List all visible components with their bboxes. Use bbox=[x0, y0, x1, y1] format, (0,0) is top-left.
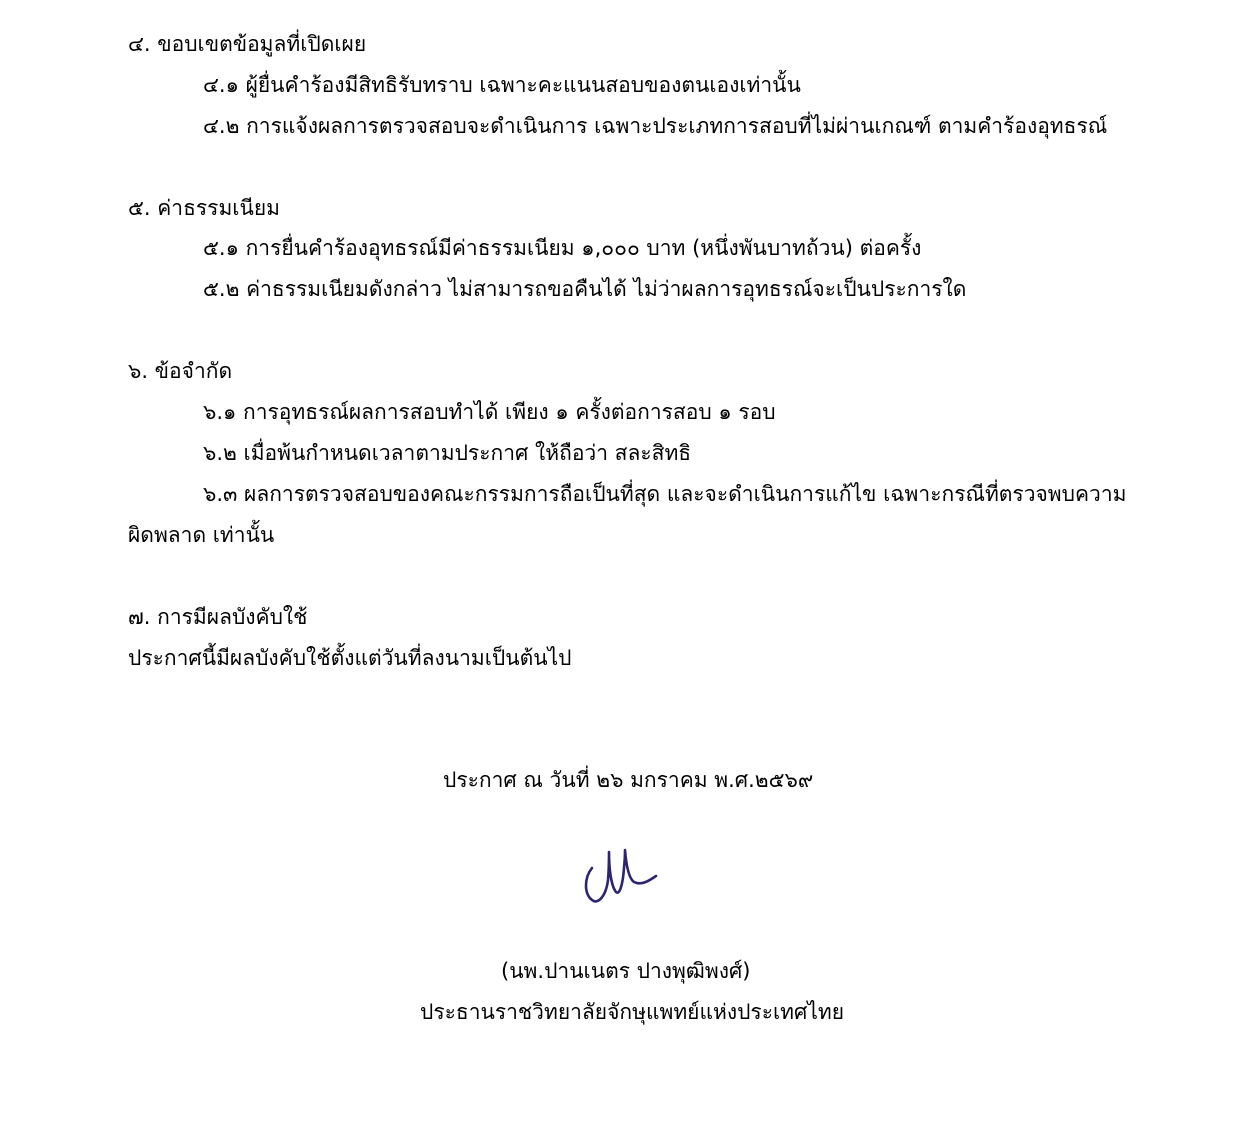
section-5-heading: ๕. ค่าธรรมเนียม bbox=[128, 196, 280, 220]
section-6-3-text: ๖.๓ ผลการตรวจสอบของคณะกรรมการถือเป็นที่สุด และจะดำเนินการแก้ไข เฉพาะกรณีที่ตรวจพบความ bbox=[203, 482, 1127, 506]
section-4-heading: ๔. ขอบเขตข้อมูลที่เปิดเผย bbox=[128, 32, 367, 56]
section-7-body: ประกาศนี้มีผลบังคับใช้ตั้งแต่วันที่ลงนามเป็นต้นไป bbox=[128, 646, 572, 670]
signature-image bbox=[578, 842, 662, 908]
signature-stroke bbox=[586, 850, 656, 901]
section-6-heading: ๖. ข้อจำกัด bbox=[128, 359, 233, 383]
section-6-2-text: ๖.๒ เมื่อพ้นกำหนดเวลาตามประกาศ ให้ถือว่า สละสิทธิ bbox=[203, 441, 692, 465]
section-5-1-text: ๕.๑ การยื่นคำร้องอุทธรณ์มีค่าธรรมเนียม ๑,๐๐๐ บาท (หนึ่งพันบาทถ้วน) ต่อครั้ง bbox=[203, 236, 922, 260]
announcement-date: ประกาศ ณ วันที่ ๒๖ มกราคม พ.ศ.๒๕๖๙ bbox=[443, 768, 814, 792]
signatory-name: (นพ.ปานเนตร ปางพุฒิพงศ์) bbox=[501, 959, 751, 983]
section-6-3-continuation: ผิดพลาด เท่านั้น bbox=[128, 523, 275, 547]
signatory-title: ประธานราชวิทยาลัยจักษุแพทย์แห่งประเทศไทย bbox=[420, 1000, 845, 1024]
section-4-1-text: ๔.๑ ผู้ยื่นคำร้องมีสิทธิรับทราบ เฉพาะคะแนนสอบของตนเองเท่านั้น bbox=[203, 73, 801, 97]
section-6-1-text: ๖.๑ การอุทธรณ์ผลการสอบทำได้ เพียง ๑ ครั้งต่อการสอบ ๑ รอบ bbox=[203, 400, 776, 424]
section-4-2-text: ๔.๒ การแจ้งผลการตรวจสอบจะดำเนินการ เฉพาะประเภทการสอบที่ไม่ผ่านเกณฑ์ ตามคำร้องอุทธรณ์ bbox=[203, 114, 1108, 138]
section-7-heading: ๗. การมีผลบังคับใช้ bbox=[128, 605, 308, 629]
section-5-2-text: ๕.๒ ค่าธรรมเนียมดังกล่าว ไม่สามารถขอคืนได้ ไม่ว่าผลการอุทธรณ์จะเป็นประการใด bbox=[203, 277, 967, 301]
